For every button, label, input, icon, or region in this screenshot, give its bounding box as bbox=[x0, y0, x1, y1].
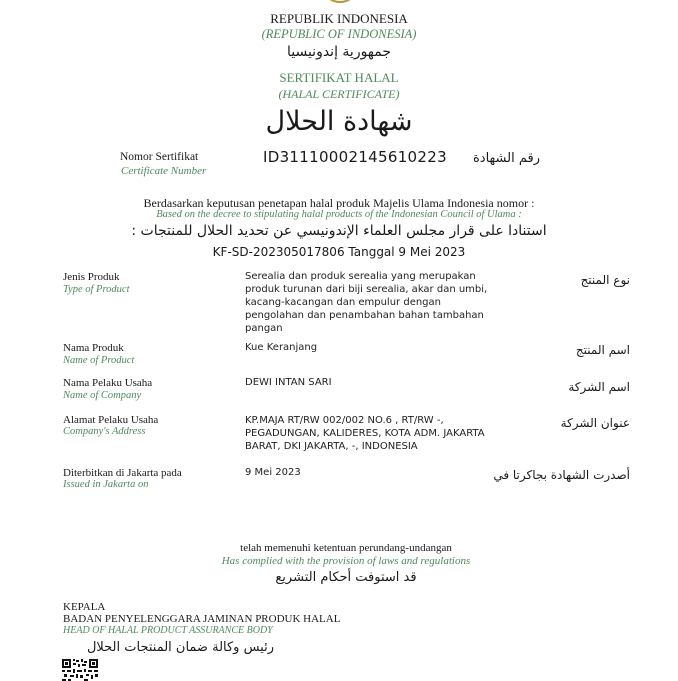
field-label-product-name-en: Name of Product bbox=[63, 355, 135, 366]
certificate-title: SERTIFIKAT HALAL bbox=[279, 70, 399, 85]
field-value-issued-date: 9 Mei 2023 bbox=[245, 467, 301, 478]
field-label-issued: Diterbitkan di Jakarta pada bbox=[63, 467, 182, 479]
signatory-agency-en: HEAD OF HALAL PRODUCT ASSURANCE BODY bbox=[63, 625, 273, 636]
certificate-number-label: Nomor Sertifikat bbox=[120, 151, 199, 163]
country-title-ar: جمهورية إندونيسيا bbox=[286, 44, 392, 60]
field-value-company-name: DEWI INTAN SARI bbox=[245, 377, 332, 388]
field-label-company-name-en: Name of Company bbox=[63, 390, 142, 401]
field-label-product-type-en: Type of Product bbox=[63, 284, 130, 295]
field-value-product-name: Kue Keranjang bbox=[245, 342, 318, 353]
field-value-product-type: Serealia dan produk serealia yang merupakan produk turunan dari biji serealia, akar dan umbi, kacang-kacangan dan empulur dengan pengolahan dan penambahan bahan tambahan pangan bbox=[245, 271, 488, 334]
field-label-company-address: Alamat Pelaku Usaha bbox=[63, 414, 159, 426]
certificate-number-label-en: Certificate Number bbox=[121, 165, 207, 177]
field-label-product-type-ar: نوع المنتج bbox=[580, 273, 630, 287]
compliance-text-en: Has complied with the provision of laws and regulations bbox=[221, 555, 471, 567]
field-label-issued-en: Issued in Jakarta on bbox=[63, 479, 149, 490]
signatory-agency: BADAN PENYELENGGARA JAMINAN PRODUK HALAL bbox=[63, 613, 341, 625]
field-value-company-address: KP.MAJA RT/RW 002/002 NO.6 , RT/RW -, PEGADUNGAN, KALIDERES, KOTA ADM. JAKARTA BARAT, DKI JAKARTA, -, INDONESIA bbox=[245, 415, 485, 452]
signatory-agency-ar: رئيس وكالة ضمان المنتجات الحلال bbox=[86, 640, 274, 655]
field-label-product-type: Jenis Produk bbox=[63, 271, 120, 283]
certificate-title-en: (HALAL CERTIFICATE) bbox=[278, 87, 400, 101]
field-label-product-name: Nama Produk bbox=[63, 342, 124, 354]
field-label-company-name-ar: اسم الشركة bbox=[568, 380, 630, 394]
certificate-number: ID31110002145610223 bbox=[263, 148, 447, 166]
decree-text-en: Based on the decree to stipulating halal products of the Indonesian Council of Ulama : bbox=[156, 209, 522, 220]
compliance-text: telah memenuhi ketentuan perundang-undangan bbox=[240, 542, 452, 554]
field-label-company-name: Nama Pelaku Usaha bbox=[63, 377, 153, 389]
garuda-emblem-icon bbox=[320, 0, 360, 4]
country-title: REPUBLIK INDONESIA bbox=[270, 11, 408, 26]
decree-text: Berdasarkan keputusan penetapan halal produk Majelis Ulama Indonesia nomor : bbox=[143, 196, 535, 210]
field-label-product-name-ar: اسم المنتج bbox=[575, 343, 630, 357]
compliance-text-ar: قد استوفت أحكام التشريع bbox=[275, 570, 417, 585]
country-title-en: (REPUBLIC OF INDONESIA) bbox=[261, 27, 417, 41]
field-label-company-address-en: Company's Address bbox=[63, 426, 146, 437]
decree-text-ar: استنادا على قرار مجلس العلماء الإندونيسي عن تحديد الحلال للمنتجات : bbox=[131, 223, 547, 239]
certificate-number-label-ar: رقم الشهادة bbox=[473, 151, 540, 166]
field-label-issued-ar: أصدرت الشهادة بجاكرتا في bbox=[493, 468, 630, 482]
decree-number: KF-SD-202305017806 Tanggal 9 Mei 2023 bbox=[212, 245, 466, 259]
field-label-company-address-ar: عنوان الشركة bbox=[560, 416, 630, 430]
signatory-title: KEPALA bbox=[63, 601, 106, 613]
certificate-title-ar: شهادة الحلال bbox=[265, 106, 413, 137]
